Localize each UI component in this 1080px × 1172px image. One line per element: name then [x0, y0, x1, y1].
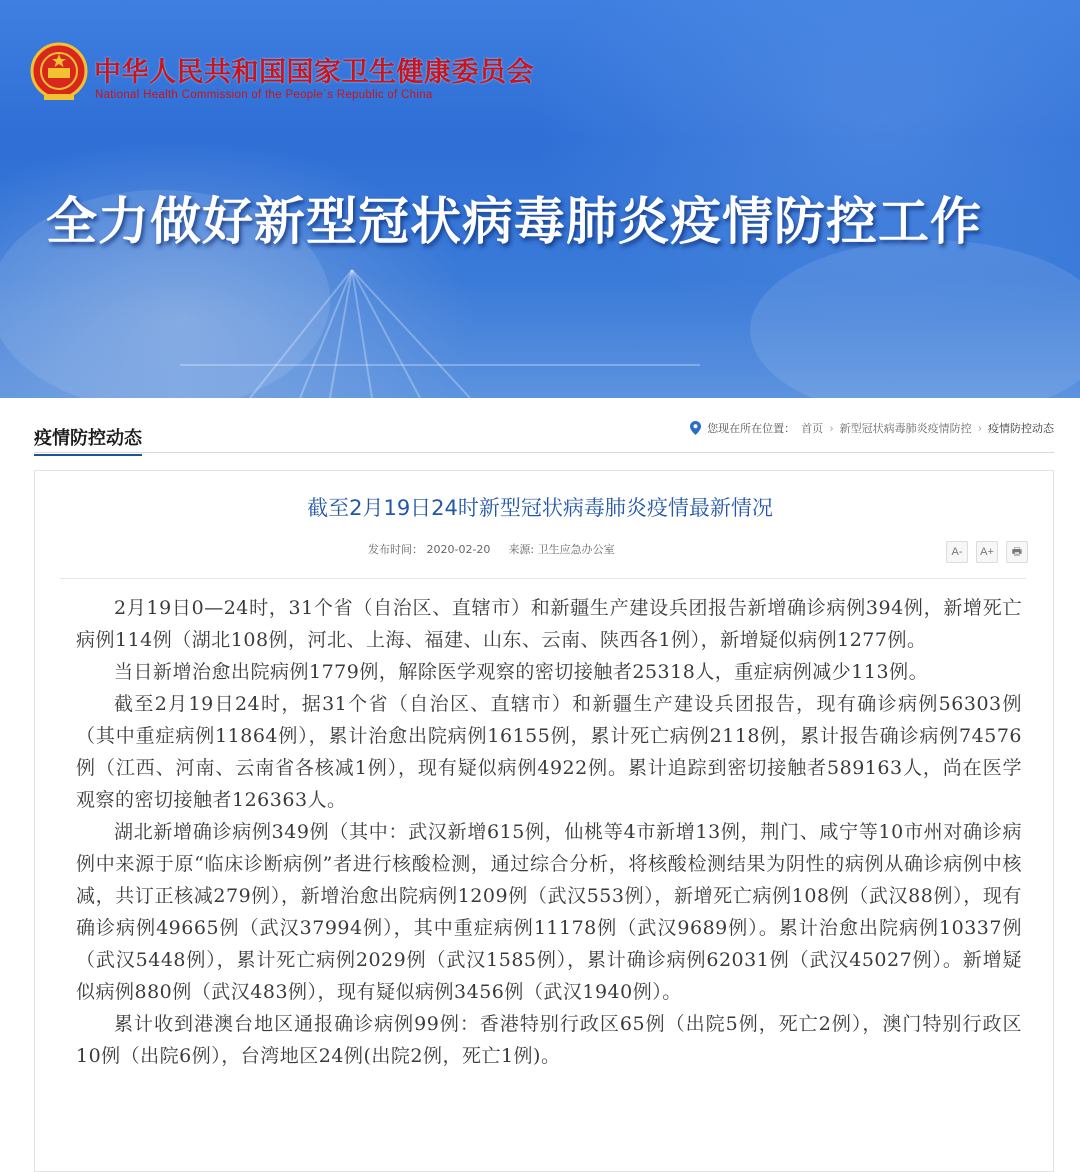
article-divider: [60, 578, 1026, 579]
breadcrumb-prefix: 您现在所在位置：: [707, 422, 796, 435]
breadcrumb-topic-link[interactable]: 新型冠状病毒肺炎疫情防控: [839, 422, 972, 435]
publish-time: 发布时间： 2020-02-20: [368, 543, 491, 556]
organization-name-cn: 中华人民共和国国家卫生健康委员会: [94, 57, 534, 88]
article-paragraph: 累计收到港澳台地区通报确诊病例99例：香港特别行政区65例（出院5例，死亡2例），澳门特别行政区10例（出院6例），台湾地区24例(出院2例，死亡1例)。: [76, 1013, 1022, 1067]
breadcrumb-separator: ›: [977, 421, 982, 435]
section-title: 疫情防控动态: [34, 424, 142, 456]
article-meta: [368, 541, 615, 557]
article-tools: [946, 541, 1028, 563]
article-paragraph: 湖北新增确诊病例349例（其中：武汉新增615例，仙桃等4市新增13例，荆门、咸宁等10市州对确诊病例中来源于原“临床诊断病例”者进行核酸检测，通过综合分析，将核酸检测结果为阴性的病例从确诊病例中核减，共订正核减279例），新增治愈出院病例1209例（武汉553例），新增死亡病例108例（武汉88例），现有确诊病例49665例（武汉37994例），其中重症病例11178例（武汉9689例）。累计治愈出院病例10337例（武汉5448例），累计死亡病例2029例（武汉1585例），累计确诊病例62031例（武汉45027例）。新增疑似病例880例（武汉483例），现有疑似病例3456例（武汉1940例）。: [76, 821, 1022, 1003]
header-banner: [0, 0, 1080, 398]
print-icon[interactable]: 🖶: [1006, 541, 1028, 563]
organization-name-en: National Health Commission of the People`s Republic of China: [95, 89, 433, 101]
article-title: 截至2月19日24时新型冠状病毒肺炎疫情最新情况: [307, 496, 773, 520]
article-paragraph: 截至2月19日24时，据31个省（自治区、直辖市）和新疆生产建设兵团报告，现有确诊病例56303例（其中重症病例11864例），累计治愈出院病例16155例，累计死亡病例2118例，累计报告确诊病例74576例（江西、河南、云南省各核减1例），现有疑似病例4922例。累计追踪到密切接触者589163人，尚在医学观察的密切接触者126363人。: [76, 693, 1022, 811]
breadcrumb-home-link[interactable]: 首页: [801, 422, 824, 435]
breadcrumb: [690, 420, 1054, 436]
breadcrumb-current-link[interactable]: 疫情防控动态: [988, 422, 1054, 435]
font-decrease-icon[interactable]: A-: [946, 541, 968, 563]
breadcrumb-separator: ›: [829, 421, 834, 435]
national-emblem-icon: [30, 42, 88, 104]
article-paragraph: 当日新增治愈出院病例1779例，解除医学观察的密切接触者25318人，重症病例减少113例。: [114, 661, 929, 683]
article-paragraph: 2月19日0—24时，31个省（自治区、直辖市）和新疆生产建设兵团报告新增确诊病例394例，新增死亡病例114例（湖北108例，河北、上海、福建、山东、云南、陕西各1例），新增疑似病例1277例。: [76, 597, 1022, 651]
article-body: [76, 592, 1022, 1072]
section-divider: [34, 452, 1054, 453]
banner-slogan: 全力做好新型冠状病毒肺炎疫情防控工作: [46, 193, 983, 252]
location-pin-icon: [690, 421, 701, 435]
font-increase-icon[interactable]: A+: [976, 541, 998, 563]
article-source: 来源: 卫生应急办公室: [508, 543, 615, 556]
